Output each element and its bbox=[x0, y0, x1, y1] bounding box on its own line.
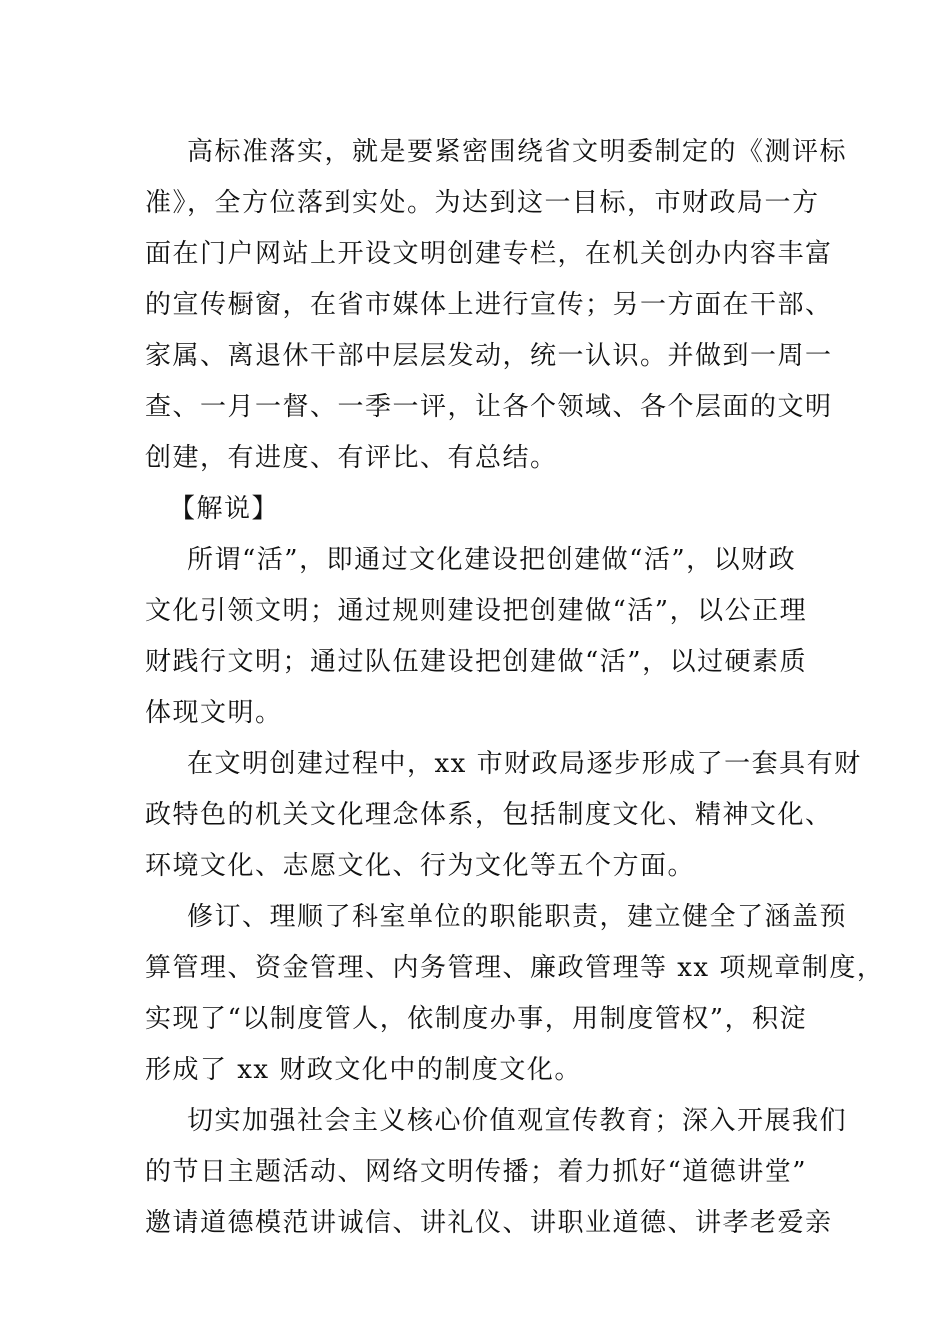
text-line: 环境文化、志愿文化、行为文化等五个方面。 bbox=[145, 851, 696, 881]
text-line: 邀请道德模范讲诚信、讲礼仪、讲职业道德、讲孝老爱亲 bbox=[145, 1208, 833, 1238]
text-line: 家属、离退休干部中层层发动，统一认识。并做到一周一 bbox=[145, 341, 833, 371]
text-line: 的宣传橱窗，在省市媒体上进行宣传；另一方面在干部、 bbox=[145, 290, 833, 320]
heading-line: 【解说】 bbox=[169, 494, 280, 524]
paragraph-implementation bbox=[145, 127, 848, 484]
text-line: 高标准落实，就是要紧密围绕省文明委制定的《测评标 bbox=[187, 137, 848, 167]
text-line: 形成了 xx 财政文化中的制度文化。 bbox=[145, 1055, 582, 1085]
text-line: 面在门户网站上开设文明创建专栏，在机关创办内容丰富 bbox=[145, 239, 833, 269]
paragraph-institution bbox=[145, 892, 885, 1096]
text-line: 准》，全方位落到实处。为达到这一目标，市财政局一方 bbox=[145, 188, 820, 218]
text-line: 修订、理顺了科室单位的职能职责，建立健全了涵盖预 bbox=[187, 902, 848, 932]
text-line: 在文明创建过程中，xx 市财政局逐步形成了一套具有财 bbox=[187, 749, 862, 779]
text-line: 财践行文明；通过队伍建设把创建做“活”，以过硬素质 bbox=[145, 647, 808, 677]
section-heading-explanation bbox=[145, 484, 825, 535]
text-line: 切实加强社会主义核心价值观宣传教育；深入开展我们 bbox=[187, 1106, 848, 1136]
text-line: 体现文明。 bbox=[145, 698, 283, 728]
text-line: 所谓“活”，即通过文化建设把创建做“活”，以财政 bbox=[187, 545, 797, 575]
paragraph-values-education bbox=[145, 1096, 848, 1249]
text-line: 创建，有进度、有评比、有总结。 bbox=[145, 443, 558, 473]
paragraph-culture-system bbox=[145, 739, 862, 892]
text-line: 实现了“以制度管人，依制度办事，用制度管权”，积淀 bbox=[145, 1004, 808, 1034]
text-line: 政特色的机关文化理念体系，包括制度文化、精神文化、 bbox=[145, 800, 833, 830]
document-body bbox=[145, 127, 885, 1249]
text-line: 的节日主题活动、网络文明传播；着力抓好“道德讲堂” bbox=[145, 1157, 808, 1187]
paragraph-huo bbox=[145, 535, 825, 739]
text-line: 文化引领文明；通过规则建设把创建做“活”，以公正理 bbox=[145, 596, 808, 626]
text-line: 算管理、资金管理、内务管理、廉政管理等 xx 项规章制度， bbox=[145, 953, 885, 983]
text-line: 查、一月一督、一季一评，让各个领域、各个层面的文明 bbox=[145, 392, 833, 422]
